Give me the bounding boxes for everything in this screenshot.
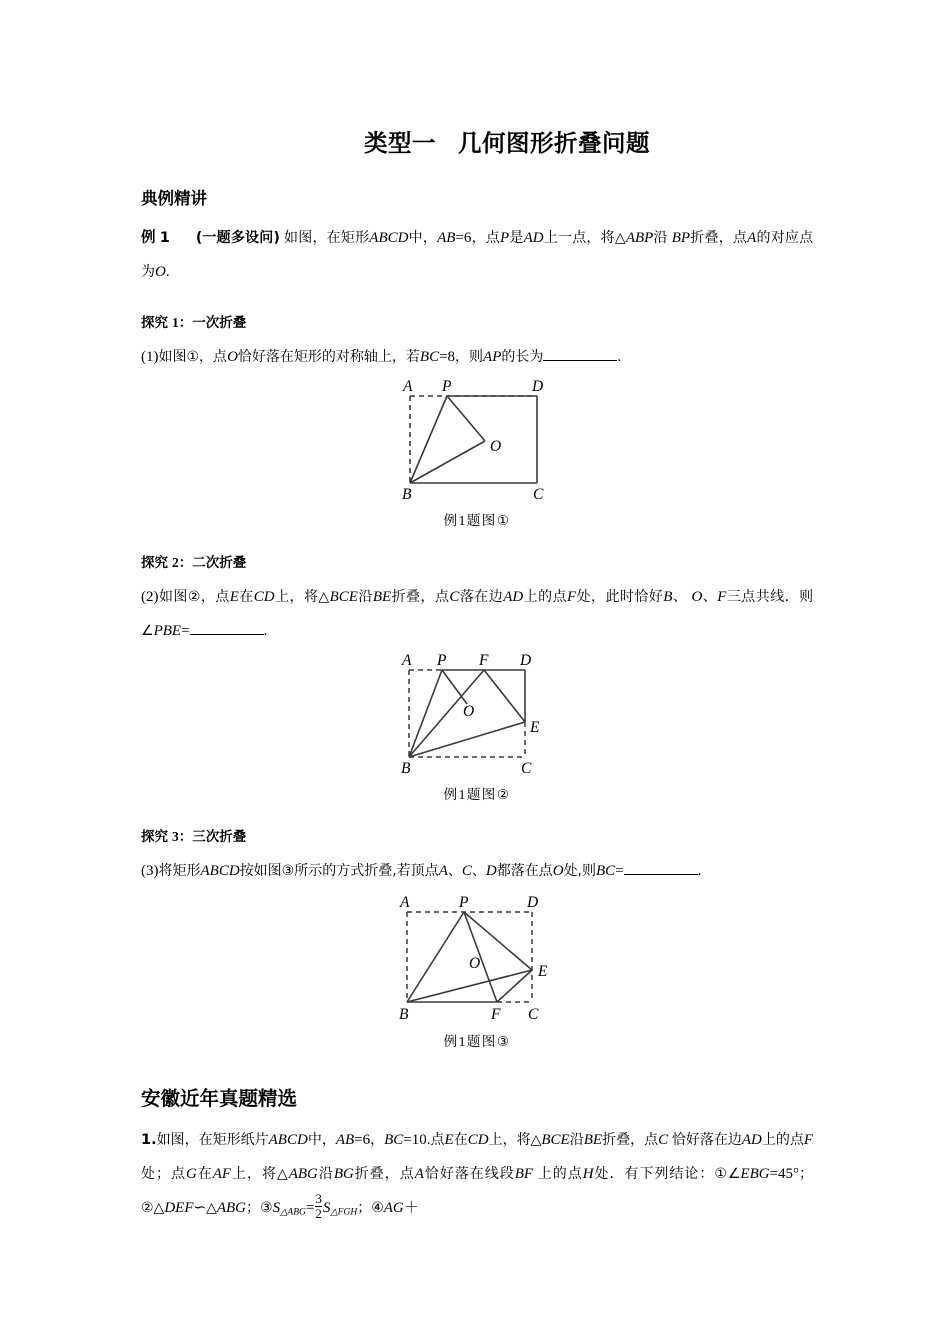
t: 1 bbox=[458, 513, 467, 528]
t: 处．有下列结论： bbox=[593, 1166, 715, 1182]
t: E bbox=[229, 589, 239, 605]
t: 2 bbox=[315, 1205, 322, 1221]
t: ABCD bbox=[200, 863, 240, 879]
t: =8 bbox=[439, 349, 456, 365]
t: 折叠，点 bbox=[602, 1132, 659, 1148]
t: =6 bbox=[455, 230, 472, 246]
t: =6 bbox=[354, 1132, 371, 1148]
segment-BP bbox=[410, 396, 447, 483]
figure-1 bbox=[141, 374, 813, 529]
t: (1) bbox=[141, 349, 159, 365]
t: ②△ bbox=[141, 1200, 165, 1216]
t: P bbox=[500, 230, 510, 246]
t: △FGH bbox=[330, 1207, 358, 1218]
t: 3 bbox=[315, 1191, 322, 1207]
t: 的对应点为 bbox=[141, 230, 814, 280]
figure-2-vertex-D: D bbox=[520, 652, 532, 669]
t: AD bbox=[503, 589, 524, 605]
t: = bbox=[305, 1200, 315, 1216]
t: 1 bbox=[458, 1034, 467, 1049]
t: = bbox=[615, 863, 624, 879]
t: BE bbox=[583, 1132, 603, 1148]
figure-2-vertex-E: E bbox=[530, 719, 540, 736]
answer-blank-3[interactable] bbox=[624, 861, 698, 875]
t: 沿 bbox=[357, 589, 373, 605]
t: 在 bbox=[196, 1166, 213, 1182]
example-number: 1 bbox=[159, 230, 170, 246]
page-content bbox=[141, 0, 813, 1229]
segment-BE bbox=[409, 722, 525, 757]
t: F bbox=[803, 1132, 814, 1148]
t: H bbox=[582, 1166, 594, 1182]
t: 落在边 bbox=[459, 589, 504, 605]
t: △ABG bbox=[280, 1207, 306, 1218]
t: ④ bbox=[371, 1200, 384, 1216]
t: ② bbox=[496, 787, 511, 803]
figure-3-vertex-P: P bbox=[459, 894, 469, 911]
t: A bbox=[414, 1166, 424, 1182]
t: 在 bbox=[453, 1132, 468, 1148]
t: ABG bbox=[288, 1166, 318, 1182]
t: 如图，在矩形 bbox=[283, 230, 370, 246]
segment-OB bbox=[410, 441, 485, 483]
t: BC bbox=[419, 349, 440, 365]
t: ，点 bbox=[471, 230, 501, 246]
t: 折叠，点 bbox=[391, 589, 450, 605]
answer-blank-1[interactable] bbox=[543, 347, 617, 361]
t: C bbox=[449, 589, 460, 605]
figure-1-diagram bbox=[392, 378, 562, 503]
t: BCE bbox=[329, 589, 358, 605]
t: AG bbox=[383, 1200, 404, 1216]
problem-number: 1. bbox=[141, 1132, 157, 1148]
figure-3-vertex-B: B bbox=[399, 1006, 409, 1023]
t: 处；点 bbox=[141, 1166, 186, 1182]
problem-1-statement bbox=[141, 1111, 813, 1229]
t: 上的点 bbox=[537, 1166, 583, 1182]
segment-BE bbox=[407, 970, 532, 1002]
t: ABCD bbox=[268, 1132, 308, 1148]
t: 题图 bbox=[466, 1034, 497, 1049]
t: AB bbox=[437, 230, 456, 246]
example-label: 例 bbox=[141, 230, 156, 246]
figure-3-vertex-A: A bbox=[400, 894, 410, 911]
t: 、 bbox=[447, 863, 462, 879]
t: ：三次折叠 bbox=[178, 829, 247, 845]
t: 上，将△ bbox=[274, 589, 330, 605]
t: 恰好落在线段 bbox=[423, 1166, 515, 1182]
t: S bbox=[272, 1200, 281, 1216]
t: EBG bbox=[740, 1166, 770, 1182]
segment-BP bbox=[407, 912, 464, 1002]
t: 3 bbox=[172, 829, 179, 844]
t: 1 bbox=[458, 787, 467, 802]
t: 如图②，点 bbox=[158, 589, 230, 605]
t: (2) bbox=[141, 589, 159, 605]
t: 题图 bbox=[466, 787, 497, 802]
t: ； bbox=[357, 1200, 372, 1216]
figure-1-vertex-O: O bbox=[490, 438, 502, 455]
t: = bbox=[181, 623, 190, 639]
t: BCE bbox=[541, 1132, 570, 1148]
t: . bbox=[263, 623, 268, 639]
t: D bbox=[485, 863, 497, 879]
t: ＋ bbox=[403, 1200, 419, 1216]
t: 探究 bbox=[141, 555, 168, 571]
t: AB bbox=[335, 1132, 355, 1148]
t: 中， bbox=[408, 230, 438, 246]
t: AD bbox=[741, 1132, 762, 1148]
t: 例 bbox=[443, 1034, 459, 1049]
t: ③ bbox=[260, 1200, 273, 1216]
t: 都落在点 bbox=[496, 863, 553, 879]
t: S bbox=[322, 1200, 331, 1216]
t: BE bbox=[372, 589, 392, 605]
t: . bbox=[617, 349, 622, 365]
t: O bbox=[227, 349, 238, 365]
explore3-heading bbox=[141, 803, 813, 845]
t: ； bbox=[799, 1166, 814, 1182]
figure-3-diagram bbox=[387, 892, 567, 1024]
t: 上，将△ bbox=[488, 1132, 542, 1148]
figure-2-vertex-B: B bbox=[401, 760, 411, 777]
t: 1 bbox=[172, 315, 179, 330]
t: AF bbox=[212, 1166, 232, 1182]
t: 题图 bbox=[466, 513, 497, 528]
figure-1-vertex-D: D bbox=[532, 378, 544, 395]
t: 沿 bbox=[653, 230, 668, 246]
t: F bbox=[566, 589, 577, 605]
t: A bbox=[747, 230, 757, 246]
t: ③ bbox=[496, 1034, 511, 1050]
figure-2 bbox=[141, 648, 813, 803]
t: =45° bbox=[769, 1166, 800, 1182]
t: 是 bbox=[509, 230, 524, 246]
explore1-heading bbox=[141, 289, 813, 331]
figure-2-vertex-P: P bbox=[437, 652, 447, 669]
figure-2-vertex-F: F bbox=[479, 652, 489, 669]
explore3-question bbox=[141, 845, 813, 888]
t: ，则 bbox=[455, 349, 484, 365]
page-title-type: 类型一 bbox=[364, 129, 436, 157]
explore1-question bbox=[141, 331, 813, 374]
t: . bbox=[697, 863, 702, 879]
t: 折叠，点 bbox=[690, 230, 748, 246]
t: 将矩形 bbox=[158, 863, 201, 879]
figure-3 bbox=[141, 888, 813, 1050]
t: A bbox=[438, 863, 448, 879]
t: CD bbox=[253, 589, 275, 605]
segment-PO bbox=[442, 670, 467, 704]
t: (3) bbox=[141, 863, 159, 879]
t: AP bbox=[483, 349, 502, 365]
t: ∽ bbox=[193, 1200, 207, 1216]
section-heading-dianli: 典例精讲 bbox=[141, 189, 207, 208]
page-title bbox=[141, 0, 813, 158]
t: 例 bbox=[443, 513, 459, 528]
figure-1-vertex-P: P bbox=[442, 378, 452, 395]
t: ； bbox=[246, 1200, 261, 1216]
t: ABG bbox=[216, 1200, 247, 1216]
t: PBE bbox=[153, 623, 182, 639]
figure-3-vertex-F: F bbox=[491, 1006, 501, 1023]
figure-3-vertex-E: E bbox=[538, 963, 548, 980]
t: ：一次折叠 bbox=[178, 315, 247, 331]
t: 点 bbox=[430, 1132, 445, 1148]
example-tag: (一题多设问) bbox=[195, 230, 280, 246]
t: 处,则 bbox=[563, 863, 597, 879]
t: 恰好落在边 bbox=[671, 1132, 742, 1148]
figure-2-vertex-C: C bbox=[521, 760, 532, 777]
t: 例 bbox=[443, 787, 459, 802]
t: 折叠，点 bbox=[353, 1166, 415, 1182]
t: 上的点 bbox=[523, 589, 567, 605]
figure-3-vertex-O: O bbox=[469, 955, 481, 972]
t: 三点共线．则∠ bbox=[141, 589, 814, 639]
figure-1-vertex-A: A bbox=[403, 378, 413, 395]
page-title-subject: 几何图形折叠问题 bbox=[458, 129, 650, 157]
t: B bbox=[663, 589, 673, 605]
t: 沿 bbox=[317, 1166, 334, 1182]
t: O bbox=[552, 863, 564, 879]
t: 沿 bbox=[569, 1132, 584, 1148]
answer-blank-2[interactable] bbox=[190, 621, 264, 635]
figure-1-caption bbox=[141, 508, 813, 529]
t: 在 bbox=[238, 589, 254, 605]
fraction-three-halves bbox=[315, 1192, 322, 1220]
t: △ bbox=[206, 1200, 217, 1216]
explore2-question bbox=[141, 571, 813, 648]
t: 恰好落在矩形的对称轴上，若 bbox=[237, 349, 420, 365]
t: CD bbox=[467, 1132, 489, 1148]
t: C bbox=[461, 863, 472, 879]
section-heading-zhenti: 安徽近年真题精选 bbox=[141, 1087, 298, 1110]
t: O bbox=[155, 264, 166, 280]
figure-2-diagram bbox=[387, 652, 567, 777]
figure-2-vertex-O: O bbox=[463, 703, 475, 720]
t: 按如图③所示的方式折叠,若顶点 bbox=[239, 863, 439, 879]
t: 如图①，点 bbox=[158, 349, 228, 365]
t: 、 bbox=[672, 589, 688, 605]
t: DEF bbox=[164, 1200, 194, 1216]
t: 探究 bbox=[141, 829, 168, 845]
t: 的长为 bbox=[501, 349, 544, 365]
t: BP bbox=[671, 230, 691, 246]
t: ABCD bbox=[369, 230, 409, 246]
t: 中， bbox=[307, 1132, 336, 1148]
t: 上，将△ bbox=[231, 1166, 289, 1182]
t: O bbox=[691, 589, 703, 605]
segment-FE bbox=[484, 670, 525, 722]
t: 、 bbox=[471, 863, 486, 879]
t: BC bbox=[384, 1132, 404, 1148]
figure-1-vertex-B: B bbox=[402, 486, 412, 503]
t: G bbox=[185, 1166, 197, 1182]
figure-3-vertex-C: C bbox=[528, 1006, 539, 1023]
t: BG bbox=[333, 1166, 354, 1182]
t: 如图，在矩形纸片 bbox=[156, 1132, 269, 1148]
t: . bbox=[165, 264, 170, 280]
t: BC bbox=[596, 863, 616, 879]
t: 处，此时恰好 bbox=[576, 589, 664, 605]
figure-3-caption bbox=[141, 1029, 813, 1050]
t: C bbox=[658, 1132, 669, 1148]
t: ：二次折叠 bbox=[178, 555, 247, 571]
t: =10. bbox=[403, 1132, 431, 1148]
explore2-heading bbox=[141, 529, 813, 571]
t: 、 bbox=[702, 589, 718, 605]
figure-2-vertex-A: A bbox=[402, 652, 412, 669]
t: AD bbox=[523, 230, 544, 246]
t: ①∠ bbox=[714, 1166, 741, 1182]
example1-statement bbox=[141, 209, 813, 289]
segment-PO bbox=[447, 396, 485, 441]
figure-2-caption bbox=[141, 782, 813, 803]
t: ABP bbox=[625, 230, 654, 246]
t: 2 bbox=[172, 555, 179, 570]
t: 上一点，将△ bbox=[543, 230, 626, 246]
t: ① bbox=[496, 513, 511, 529]
t: 上的点 bbox=[761, 1132, 804, 1148]
figure-1-vertex-C: C bbox=[533, 486, 544, 503]
segment-BP bbox=[409, 670, 442, 757]
figure-3-vertex-D: D bbox=[527, 894, 539, 911]
t: ， bbox=[370, 1132, 385, 1148]
t: BF bbox=[514, 1166, 534, 1182]
t: F bbox=[717, 589, 727, 605]
t: E bbox=[444, 1132, 454, 1148]
t: 探究 bbox=[141, 315, 168, 331]
